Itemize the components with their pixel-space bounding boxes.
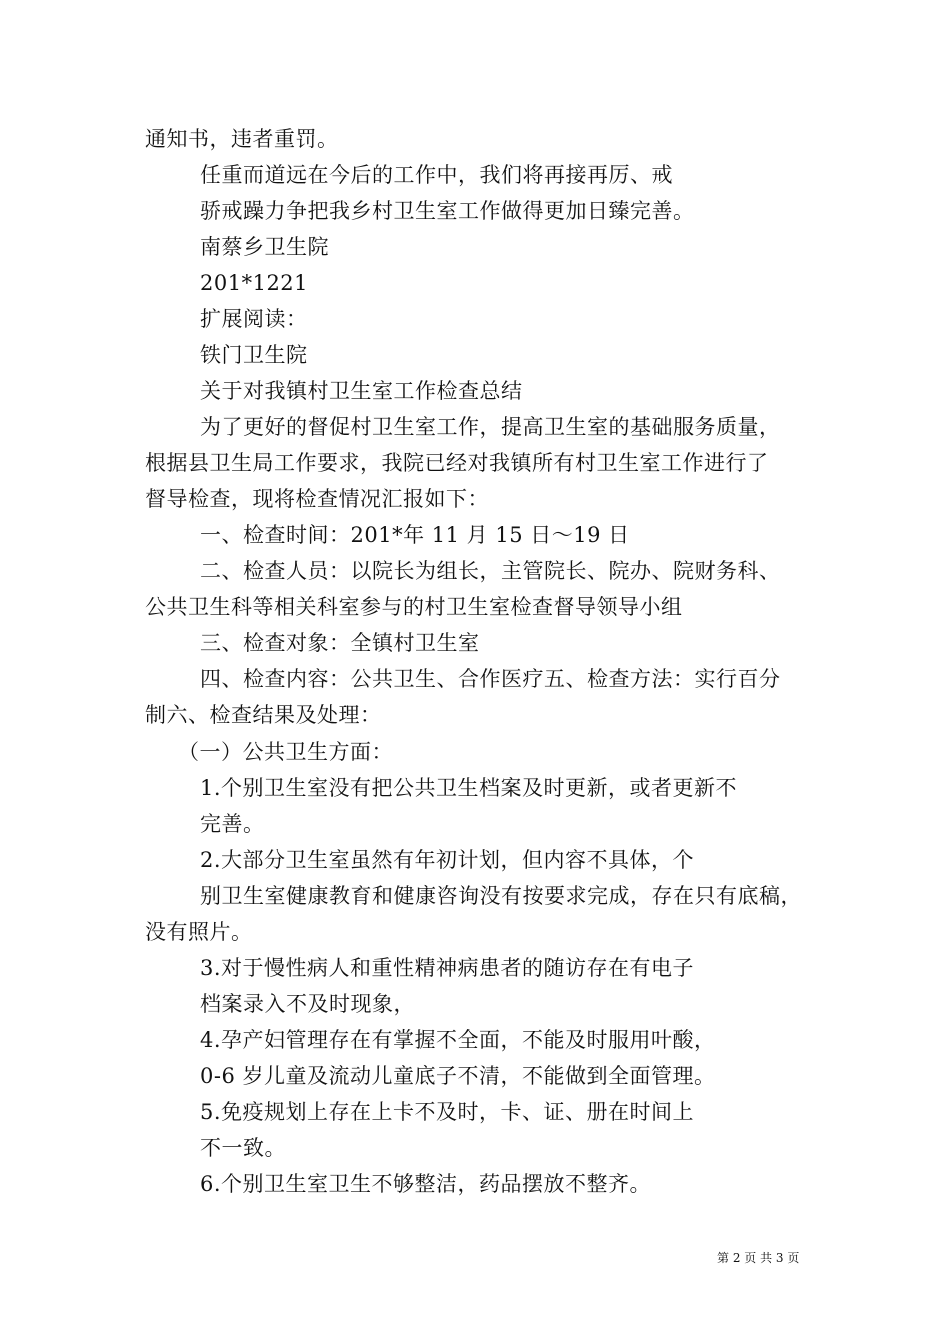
text-line: 制六、检查结果及处理：	[145, 703, 382, 727]
list-item: 4.孕产妇管理存在有掌握不全面，不能及时服用叶酸，	[200, 1028, 716, 1052]
text-line: 二、检查人员：以院长为组长，主管院长、院办、院财务科、	[200, 559, 781, 583]
text-line: 为了更好的督促村卫生室工作，提高卫生室的基础服务质量，	[200, 415, 781, 439]
list-item-continuation: 档案录入不及时现象，	[200, 992, 415, 1016]
list-item: 3.对于慢性病人和重性精神病患者的随访存在有电子	[200, 956, 695, 980]
extended-reading-label: 扩展阅读：	[200, 307, 308, 331]
section-organization: 铁门卫生院	[200, 343, 308, 367]
list-item-continuation: 0-6 岁儿童及流动儿童底子不清，不能做到全面管理。	[200, 1064, 716, 1088]
text-line: 督导检查，现将检查情况汇报如下：	[145, 487, 489, 511]
list-item: 1.个别卫生室没有把公共卫生档案及时更新，或者更新不	[200, 776, 738, 800]
text-line: 根据县卫生局工作要求，我院已经对我镇所有村卫生室工作进行了	[145, 451, 769, 475]
text-line: 任重而道远在今后的工作中，我们将再接再厉、戒	[200, 163, 673, 187]
signature-organization: 南蔡乡卫生院	[200, 235, 329, 259]
list-item-continuation: 别卫生室健康教育和健康咨询没有按要求完成，存在只有底稿，	[200, 884, 802, 908]
list-item-continuation: 完善。	[200, 812, 265, 836]
list-item: 5.免疫规划上存在上卡不及时，卡、证、册在时间上	[200, 1100, 695, 1124]
section-title: 关于对我镇村卫生室工作检查总结	[200, 379, 523, 403]
signature-date: 201*1221	[200, 271, 309, 295]
page-number: 第 2 页 共 3 页	[717, 1251, 800, 1265]
text-line: 骄戒躁力争把我乡村卫生室工作做得更加日臻完善。	[200, 199, 695, 223]
list-item: 6.个别卫生室卫生不够整洁，药品摆放不整齐。	[200, 1172, 652, 1196]
list-item-continuation: 不一致。	[200, 1136, 286, 1160]
text-line: 三、检查对象：全镇村卫生室	[200, 631, 480, 655]
list-item: 2.大部分卫生室虽然有年初计划，但内容不具体，个	[200, 848, 695, 872]
list-item-continuation: 没有照片。	[145, 920, 253, 944]
text-line: 通知书，违者重罚。	[145, 127, 339, 151]
subsection-heading: （一）公共卫生方面：	[178, 740, 393, 764]
text-line: 四、检查内容：公共卫生、合作医疗五、检查方法：实行百分	[200, 667, 781, 691]
text-line: 一、检查时间：201*年 11 月 15 日～19 日	[200, 523, 630, 547]
text-line: 公共卫生科等相关科室参与的村卫生室检查督导领导小组	[145, 595, 683, 619]
